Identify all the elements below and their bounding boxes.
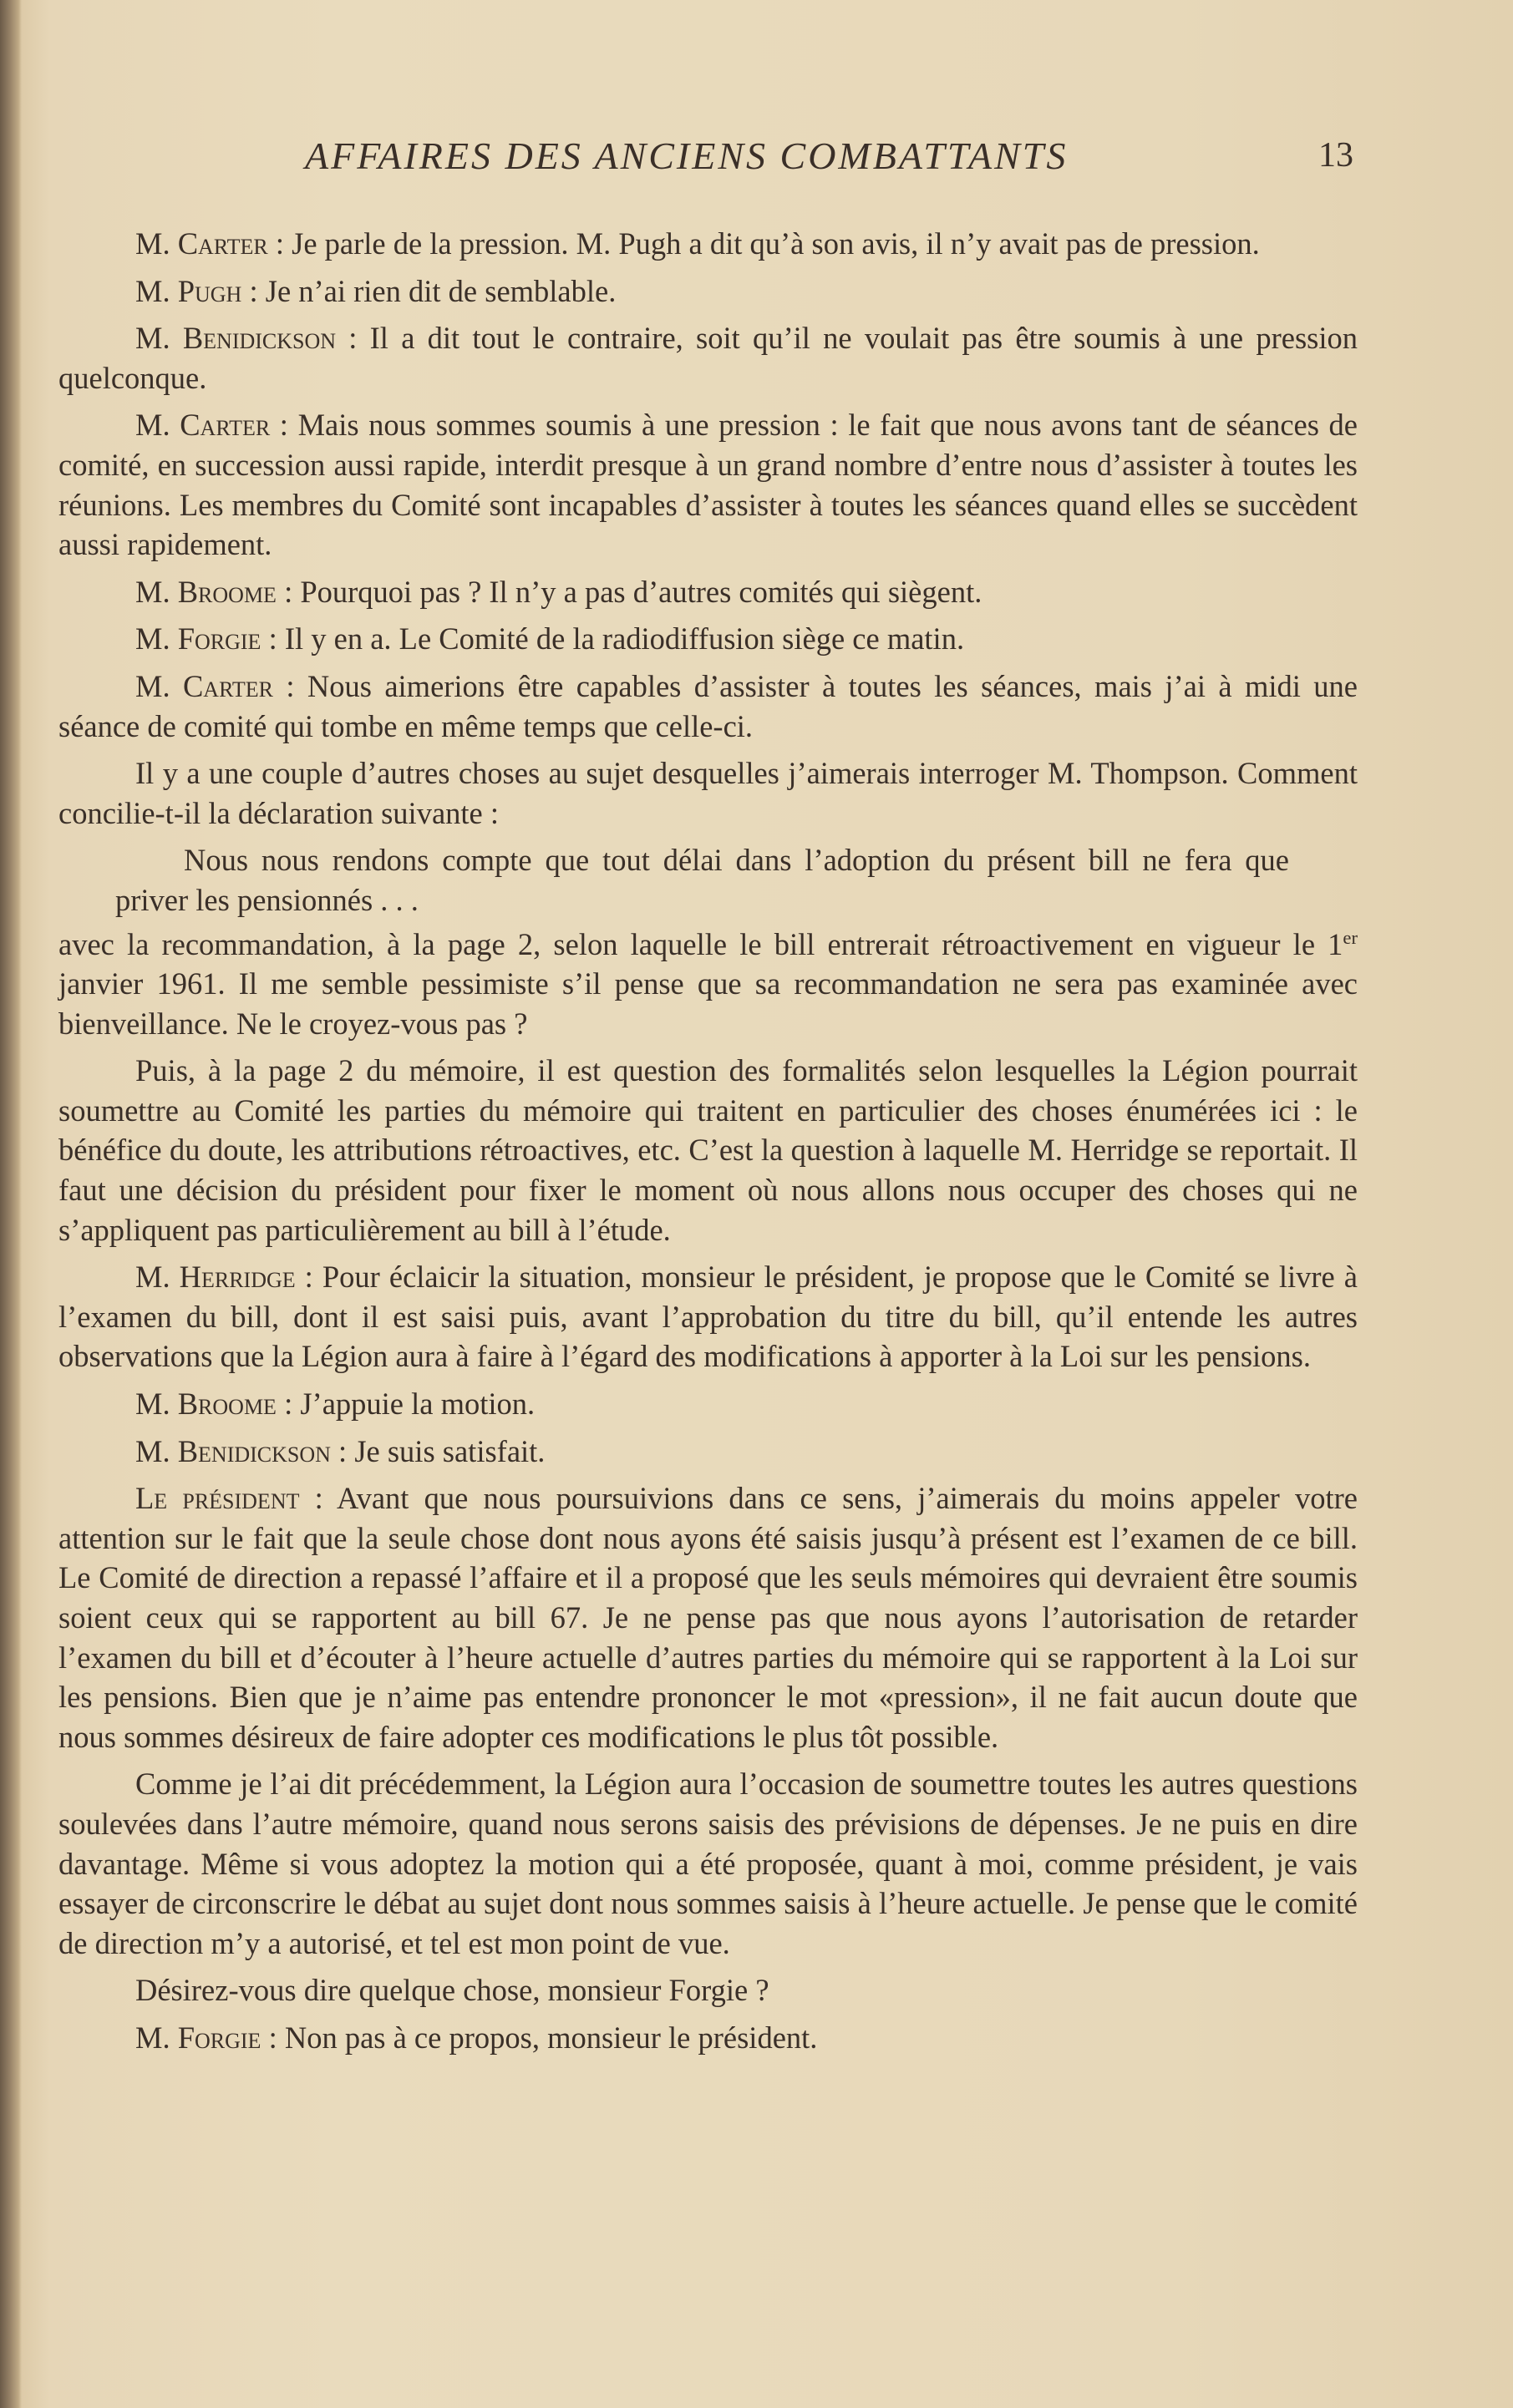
paragraph-text: Mais nous sommes soumis à une pression : le fait que nous avons tant de séances de comité, en succession aussi rapide, interdit presque à un grand nombre d’entre nous d’assister à toutes les réunions. Les membres du Comité sont incapables d’assister à toutes les séances quand elles se succèdent aussi rapidement. (58, 408, 1358, 562)
paragraph (58, 271, 1358, 312)
paragraph-text: Il a dit tout le contraire, soit qu’il ne voulait pas être soumis à une pression quelconque. (58, 321, 1358, 395)
paragraph-text: Je suis satisfait. (347, 1433, 546, 1468)
paragraph-text: avec la recommandation, à la page 2, selon laquelle le bill entrerait rétroactivement en vigueur le 1 (58, 926, 1343, 961)
body-text (58, 224, 1358, 2066)
speaker-name: M. Forgie : (135, 2020, 277, 2055)
speaker-name: M. Carter : (135, 408, 288, 443)
speaker-name: M. Carter : (135, 226, 284, 261)
speaker-name: M. Carter : (135, 668, 295, 703)
paragraph-text: Avant que nous poursuivions dans ce sens, j’aimerais du moins appeler votre attention sur le fait que la seule chose dont nous ayons été saisis jusqu’à présent est l’examen de ce bill. Le Comité de direction a repassé l’affaire et il a proposé que les seuls mémoires qui devraient être soumis soient ceux qui se rapportent au bill 67. Je ne pense pas que nous ayons l’autorisation de retarder l’examen du bill et d’écouter à l’heure actuelle d’autres parties du mémoire qui se rapportent à la Loi sur les pensions. Bien que je n’aime pas entendre prononcer le mot «pression», il ne fait aucun doute que nous sommes désireux de faire adopter ces modifications le plus tôt possible. (58, 1481, 1358, 1754)
paragraph (58, 224, 1358, 264)
speaker-name: M. Pugh : (135, 273, 258, 308)
paragraph-text: Il y a une couple d’autres choses au sujet desquelles j’aimerais interroger M. Thompson. Comment concilie-t-il la déclaration suivante : (58, 756, 1358, 830)
paragraph-continuation (58, 925, 1358, 1044)
speaker-name: M. Broome : (135, 574, 293, 609)
paragraph (58, 572, 1358, 612)
paragraph-text: Il y en a. Le Comité de la radiodiffusion siège ce matin. (277, 621, 965, 656)
paragraph-text: J’appuie la motion. (292, 1387, 536, 1422)
paragraph (58, 1764, 1358, 1963)
running-header (0, 134, 1513, 184)
speaker-name: M. Herridge : (135, 1260, 313, 1295)
paragraph (58, 1257, 1358, 1376)
speaker-name: M. Forgie : (135, 621, 277, 656)
block-quote: Nous nous rendons compte que tout délai dans l’adoption du présent bill ne fera que priver les pensionnés . . . (115, 843, 1289, 917)
paragraph (58, 1051, 1358, 1250)
paragraph-text: Je parle de la pression. M. Pugh a dit qu’à son avis, il n’y avait pas de pression. (283, 226, 1260, 261)
paragraph-text: Désirez-vous dire quelque chose, monsieur Forgie ? (135, 1973, 769, 2008)
paragraph-text: Je n’ai rien dit de semblable. (257, 273, 617, 308)
paragraph-text: Non pas à ce propos, monsieur le président. (277, 2020, 818, 2055)
speaker-name: M. Benidickson : (135, 1433, 348, 1468)
paragraph (58, 619, 1358, 659)
page-binding-edge (0, 0, 22, 2408)
paragraph (58, 667, 1358, 746)
paragraph (58, 1384, 1358, 1424)
paragraph (58, 318, 1358, 398)
paragraph-text: Comme je l’ai dit précédemment, la Légion aura l’occasion de soumettre toutes les autres questions soulevées dans l’autre mémoire, quand nous serons saisis des prévisions de dépenses. Je ne puis en dire davantage. Même si vous adoptez la motion qui a été proposée, quant à moi, comme président, je vais essayer de circonscrire le débat au sujet dont nous sommes saisis à l’heure actuelle. Je pense que le comité de direction m’y a autorisé, et tel est mon point de vue. (58, 1767, 1358, 1960)
paragraph-text: Pourquoi pas ? Il n’y a pas d’autres comités qui siègent. (292, 574, 982, 609)
speaker-name: Le président : (135, 1481, 323, 1516)
paragraph (58, 1478, 1358, 1757)
paragraph (58, 1970, 1358, 2010)
speaker-name: M. Broome : (135, 1387, 293, 1422)
running-title: AFFAIRES DES ANCIENS COMBATTANTS (305, 134, 1069, 177)
paragraph-text: Puis, à la page 2 du mémoire, il est question des formalités selon lesquelles la Légion pourrait soumettre au Comité les parties du mémoire qui traitent en particulier des choses énumérées ici : le bénéfice du doute, les attributions rétroactives, etc. C’est la question à laquelle M. Herridge se reportait. Il faut une décision du président pour fixer le moment où nous allons nous occuper des choses qui ne s’appliquent pas particulièrement au bill à l’étude. (58, 1053, 1358, 1247)
paragraph (58, 405, 1358, 564)
speaker-name: M. Benidickson : (135, 321, 358, 356)
paragraph (58, 2018, 1358, 2058)
ordinal-superscript: er (1343, 926, 1358, 948)
paragraph (58, 1432, 1358, 1472)
paragraph (58, 753, 1358, 833)
paragraph-text: Pour éclaicir la situation, monsieur le président, je propose que le Comité se livre à l’examen du bill, dont il est saisi puis, avant l’approbation du titre du bill, qu’il entende les autres observations que la Légion aura à faire à l’égard des modifications à apporter à la Loi sur les pensions. (58, 1260, 1358, 1374)
page-number: 13 (1318, 136, 1353, 175)
paragraph-text: Nous aimerions être capables d’assister à toutes les séances, mais j’ai à midi une séance de comité qui tombe en même temps que celle-ci. (58, 668, 1358, 743)
paragraph-text: janvier 1961. Il me semble pessimiste s’il pense que sa recommandation ne sera pas examinée avec bienveillance. Ne le croyez-vous pas ? (58, 966, 1358, 1041)
